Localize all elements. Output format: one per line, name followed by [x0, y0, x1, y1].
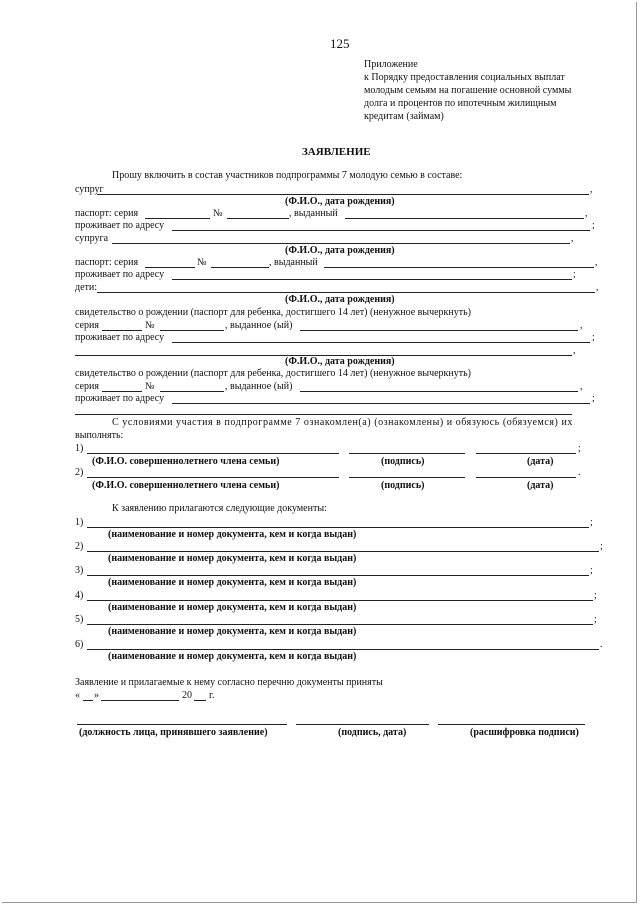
year-prefix: 20 — [182, 690, 192, 701]
doc-6-caption: (наименование и номер документа, кем и когда выдан) — [108, 651, 357, 662]
member-2-number: 2) — [75, 467, 84, 478]
year-suffix: г. — [209, 690, 215, 701]
member-1-semicolon: ; — [578, 443, 581, 454]
official-name-field[interactable] — [438, 724, 585, 725]
child-1-number-field[interactable] — [160, 330, 224, 331]
wife-address-label: проживает по адресу — [75, 269, 165, 280]
child-2-series-label: серия — [75, 381, 99, 392]
appendix-line-2: к Порядку предоставления социальных выплат — [364, 72, 565, 83]
doc-1-semicolon: ; — [590, 517, 593, 528]
wife-comma: , — [571, 233, 574, 244]
doc-4-caption: (наименование и номер документа, кем и когда выдан) — [108, 602, 357, 613]
husband-passport-number-field[interactable] — [227, 218, 289, 219]
doc-5-caption: (наименование и номер документа, кем и когда выдан) — [108, 626, 357, 637]
husband-field[interactable] — [97, 194, 589, 195]
member-2-date-field[interactable] — [476, 477, 576, 478]
member-1-signature-caption: (подпись) — [381, 456, 425, 467]
member-1-signature-field[interactable] — [349, 453, 465, 454]
doc-1-field[interactable] — [87, 527, 589, 528]
child-1-issued-field[interactable] — [300, 330, 578, 331]
member-2-date-caption: (дата) — [527, 480, 554, 491]
appendix-line-1: Приложение — [364, 59, 418, 70]
member-2-signature-caption: (подпись) — [381, 480, 425, 491]
child-2-comma: , — [573, 345, 576, 356]
appendix-line-4: долга и процентов по ипотечным жилищным — [364, 98, 557, 109]
doc-4-number: 4) — [75, 590, 84, 601]
official-position-caption: (должность лица, принявшего заявление) — [79, 727, 268, 738]
doc-1-caption: (наименование и номер документа, кем и когда выдан) — [108, 529, 357, 540]
conditions-line-1: С условиями участия в подпрограмме 7 ознакомлен(а) (ознакомлены) и обязуюсь (обязуемся) их — [112, 417, 573, 428]
month-field[interactable] — [101, 700, 179, 701]
child-1-birth-cert-text: свидетельство о рождении (паспорт для ребенка, достигшего 14 лет) (ненужное вычеркнуть) — [75, 307, 472, 318]
child-2-fio-caption: (Ф.И.О., дата рождения) — [285, 356, 395, 367]
child-2-address-field[interactable] — [172, 403, 590, 404]
child-1-address-label: проживает по адресу — [75, 332, 165, 343]
child-2-address-semicolon: ; — [592, 393, 595, 404]
wife-passport-label: паспорт: серия — [75, 257, 139, 268]
member-1-date-field[interactable] — [476, 453, 576, 454]
official-signature-date-caption: (подпись, дата) — [338, 727, 407, 738]
doc-3-field[interactable] — [87, 575, 589, 576]
doc-2-caption: (наименование и номер документа, кем и когда выдан) — [108, 553, 357, 564]
attached-docs-heading: К заявлению прилагаются следующие документы: — [112, 503, 327, 514]
doc-4-field[interactable] — [87, 600, 593, 601]
doc-2-semicolon: ; — [600, 541, 603, 552]
wife-passport-number-field[interactable] — [211, 267, 269, 268]
accepted-text: Заявление и прилагаемые к нему согласно перечню документы приняты — [75, 677, 383, 688]
doc-5-semicolon: ; — [594, 614, 597, 625]
husband-issued-label: , выданный — [289, 208, 338, 219]
doc-2-number: 2) — [75, 541, 84, 552]
member-2-fio-field[interactable] — [87, 477, 339, 478]
child-1-series-label: серия — [75, 320, 99, 331]
children-label: дети: — [75, 282, 98, 293]
doc-2-field[interactable] — [87, 551, 599, 552]
child-1-number-sign: № — [145, 320, 155, 331]
member-1-fio-field[interactable] — [87, 453, 339, 454]
doc-6-dot: . — [600, 639, 603, 650]
child-1-series-field[interactable] — [102, 330, 142, 331]
husband-fio-caption: (Ф.И.О., дата рождения) — [285, 196, 395, 207]
husband-address-label: проживает по адресу — [75, 220, 165, 231]
child-2-issued-label: , выданное (ый) — [225, 381, 293, 392]
child-1-comma: , — [596, 282, 599, 293]
child-2-address-extra-field[interactable] — [75, 414, 572, 415]
husband-passport-series-field[interactable] — [145, 218, 210, 219]
member-2-signature-field[interactable] — [349, 477, 465, 478]
doc-5-field[interactable] — [87, 624, 593, 625]
official-name-caption: (расшифровка подписи) — [470, 727, 579, 738]
wife-issued-field[interactable] — [324, 267, 594, 268]
date-quote-open: « — [75, 690, 80, 701]
child-2-address-label: проживает по адресу — [75, 393, 165, 404]
child-1-address-semicolon: ; — [592, 332, 595, 343]
doc-3-semicolon: ; — [590, 565, 593, 576]
doc-3-caption: (наименование и номер документа, кем и когда выдан) — [108, 577, 357, 588]
wife-issued-comma: , — [595, 257, 598, 268]
doc-1-number: 1) — [75, 517, 84, 528]
child-2-issued-field[interactable] — [300, 391, 578, 392]
wife-number-sign: № — [197, 257, 207, 268]
wife-issued-label: , выданный — [269, 257, 318, 268]
year-field[interactable] — [194, 700, 206, 701]
child-1-fio-caption: (Ф.И.О., дата рождения) — [285, 294, 395, 305]
doc-6-number: 6) — [75, 639, 84, 650]
doc-6-field[interactable] — [87, 649, 599, 650]
husband-address-field[interactable] — [172, 230, 590, 231]
wife-address-semicolon: ; — [573, 269, 576, 280]
child-2-issued-comma: , — [580, 381, 583, 392]
member-2-dot: . — [578, 467, 581, 478]
member-1-date-caption: (дата) — [527, 456, 554, 467]
wife-passport-series-field[interactable] — [145, 267, 195, 268]
intro-text: Прошу включить в состав участников подпрограммы 7 молодую семью в составе: — [112, 170, 463, 181]
doc-4-semicolon: ; — [594, 590, 597, 601]
date-quote-close: » — [94, 690, 99, 701]
husband-label: супруг — [75, 184, 104, 195]
wife-fio-caption: (Ф.И.О., дата рождения) — [285, 245, 395, 256]
appendix-line-3: молодым семьям на погашение основной суммы — [364, 85, 572, 96]
child-1-address-field[interactable] — [172, 342, 590, 343]
day-field[interactable] — [83, 700, 93, 701]
member-1-number: 1) — [75, 443, 84, 454]
doc-3-number: 3) — [75, 565, 84, 576]
child-1-issued-comma: , — [580, 320, 583, 331]
husband-passport-label: паспорт: серия — [75, 208, 139, 219]
wife-address-field[interactable] — [172, 279, 572, 280]
conditions-line-2: выполнять: — [75, 430, 124, 441]
page-number: 125 — [330, 36, 350, 51]
wife-label: супруга — [75, 233, 109, 244]
official-position-field[interactable] — [77, 724, 287, 725]
member-1-fio-caption: (Ф.И.О. совершеннолетнего члена семьи) — [92, 456, 280, 467]
appendix-line-5: кредитам (займам) — [364, 111, 444, 122]
member-2-fio-caption: (Ф.И.О. совершеннолетнего члена семьи) — [92, 480, 280, 491]
husband-number-sign: № — [213, 208, 223, 219]
doc-5-number: 5) — [75, 614, 84, 625]
child-2-birth-cert-text: свидетельство о рождении (паспорт для ребенка, достигшего 14 лет) (ненужное вычеркнуть) — [75, 368, 472, 379]
wife-field[interactable] — [112, 243, 570, 244]
form-title: ЗАЯВЛЕНИЕ — [302, 146, 371, 158]
child-2-number-field[interactable] — [160, 391, 224, 392]
husband-address-semicolon: ; — [592, 220, 595, 231]
official-signature-date-field[interactable] — [296, 724, 429, 725]
child-2-number-sign: № — [145, 381, 155, 392]
child-2-series-field[interactable] — [102, 391, 142, 392]
husband-issued-comma: , — [585, 208, 588, 219]
child-1-issued-label: , выданное (ый) — [225, 320, 293, 331]
husband-issued-field[interactable] — [345, 218, 584, 219]
child-1-field[interactable] — [97, 292, 595, 293]
husband-comma: , — [590, 184, 593, 195]
